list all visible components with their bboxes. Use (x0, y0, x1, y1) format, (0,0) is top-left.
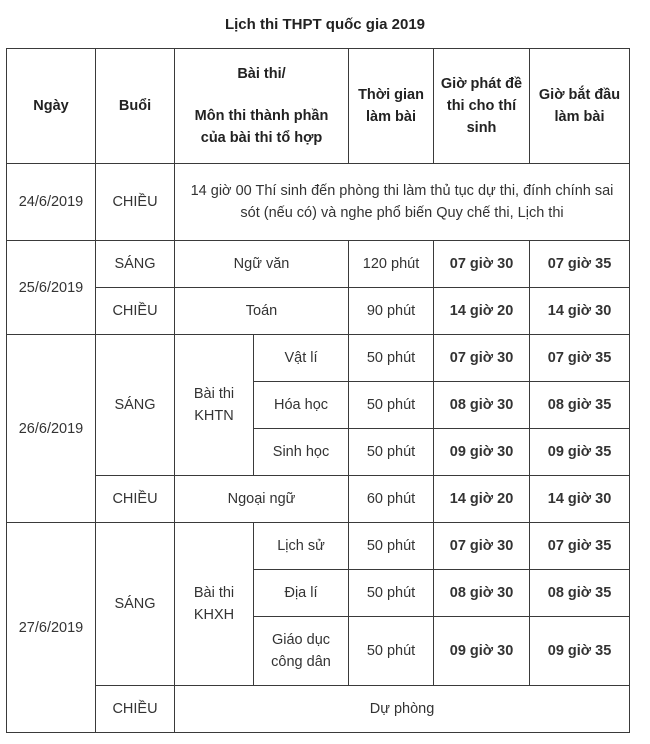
note-cell: 14 giờ 00 Thí sinh đến phòng thi làm thủ tục dự thi, đính chính sai sót (nếu có) và nghe phổ biến Quy chế thi, Lịch thi (175, 164, 630, 241)
session-cell: SÁNG (96, 241, 175, 288)
header-date: Ngày (7, 49, 96, 164)
duration-cell: 90 phút (349, 288, 434, 335)
duration-cell: 50 phút (349, 617, 434, 686)
header-start-time: Giờ bắt đầu làm bài (530, 49, 630, 164)
table-row (7, 241, 630, 288)
header-paper-time: Giờ phát đề thi cho thí sinh (434, 49, 530, 164)
paper-time-cell: 08 giờ 30 (434, 570, 530, 617)
session-cell: CHIỀU (96, 288, 175, 335)
date-cell: 25/6/2019 (7, 241, 96, 335)
header-exam (175, 49, 349, 164)
header-duration: Thời gian làm bài (349, 49, 434, 164)
start-time-cell: 09 giờ 35 (530, 429, 630, 476)
group-cell: Bài thi KHXH (175, 523, 254, 686)
start-time-cell: 09 giờ 35 (530, 617, 630, 686)
subject-cell: Vật lí (254, 335, 349, 382)
paper-time-cell: 08 giờ 30 (434, 382, 530, 429)
subject-cell: Giáo dục công dân (254, 617, 349, 686)
header-row (7, 49, 630, 164)
date-cell: 26/6/2019 (7, 335, 96, 523)
subject-cell: Ngữ văn (175, 241, 349, 288)
header-session: Buổi (96, 49, 175, 164)
session-cell: CHIỀU (96, 686, 175, 733)
exam-schedule-table (6, 48, 630, 733)
session-cell: SÁNG (96, 335, 175, 476)
subject-cell: Toán (175, 288, 349, 335)
duration-cell: 120 phút (349, 241, 434, 288)
header-exam-line1: Bài thi/ (237, 66, 286, 82)
paper-time-cell: 14 giờ 20 (434, 476, 530, 523)
paper-time-cell: 07 giờ 30 (434, 335, 530, 382)
note-cell: Dự phòng (175, 686, 630, 733)
duration-cell: 50 phút (349, 382, 434, 429)
group-cell: Bài thi KHTN (175, 335, 254, 476)
duration-cell: 50 phút (349, 429, 434, 476)
start-time-cell: 08 giờ 35 (530, 382, 630, 429)
subject-cell: Lịch sử (254, 523, 349, 570)
table-row (7, 476, 630, 523)
duration-cell: 50 phút (349, 570, 434, 617)
paper-time-cell: 09 giờ 30 (434, 429, 530, 476)
session-cell: CHIỀU (96, 164, 175, 241)
table-row (7, 288, 630, 335)
start-time-cell: 08 giờ 35 (530, 570, 630, 617)
duration-cell: 60 phút (349, 476, 434, 523)
page-title: Lịch thi THPT quốc gia 2019 (224, 16, 426, 33)
paper-time-cell: 07 giờ 30 (434, 241, 530, 288)
duration-cell: 50 phút (349, 335, 434, 382)
subject-cell: Sinh học (254, 429, 349, 476)
start-time-cell: 14 giờ 30 (530, 288, 630, 335)
table-row (7, 686, 630, 733)
paper-time-cell: 14 giờ 20 (434, 288, 530, 335)
table-row (7, 523, 630, 570)
start-time-cell: 14 giờ 30 (530, 476, 630, 523)
start-time-cell: 07 giờ 35 (530, 523, 630, 570)
session-cell: CHIỀU (96, 476, 175, 523)
start-time-cell: 07 giờ 35 (530, 241, 630, 288)
table-row (7, 335, 630, 382)
start-time-cell: 07 giờ 35 (530, 335, 630, 382)
table-row (7, 164, 630, 241)
date-cell: 24/6/2019 (7, 164, 96, 241)
subject-cell: Địa lí (254, 570, 349, 617)
subject-cell: Ngoại ngữ (175, 476, 349, 523)
paper-time-cell: 09 giờ 30 (434, 617, 530, 686)
subject-cell: Hóa học (254, 382, 349, 429)
session-cell: SÁNG (96, 523, 175, 686)
duration-cell: 50 phút (349, 523, 434, 570)
paper-time-cell: 07 giờ 30 (434, 523, 530, 570)
header-exam-line2: Môn thi thành phần của bài thi tổ hợp (194, 108, 329, 146)
date-cell: 27/6/2019 (7, 523, 96, 733)
